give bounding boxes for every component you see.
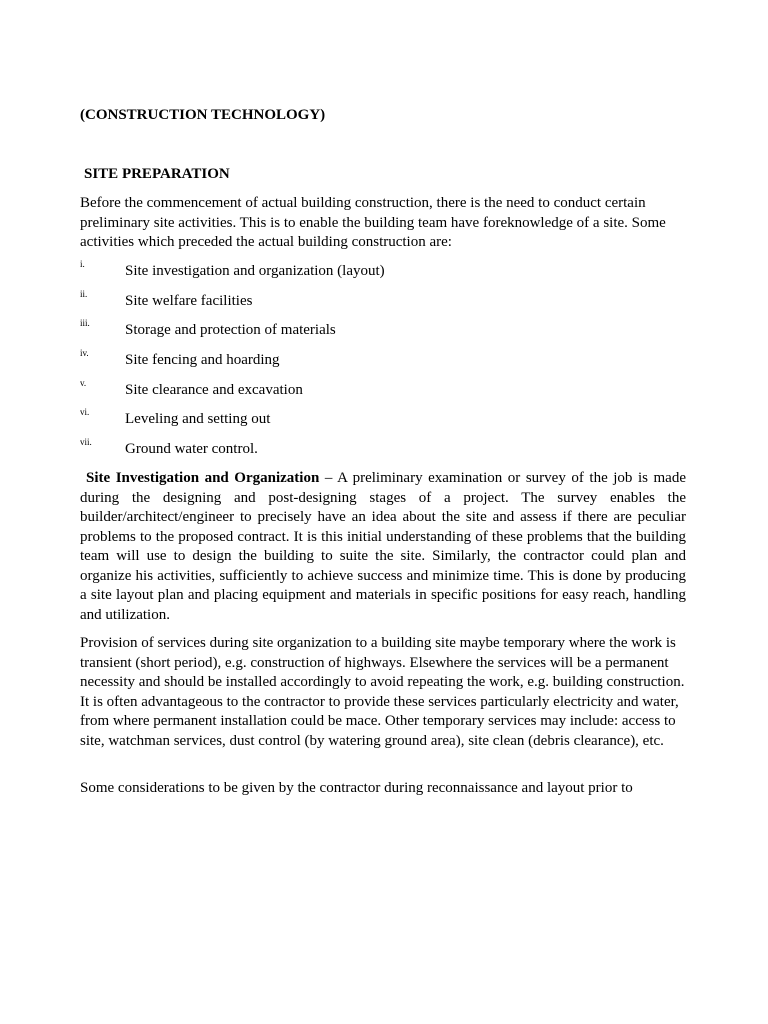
document-title: (CONSTRUCTION TECHNOLOGY) bbox=[80, 107, 326, 123]
list-item-number: vii. bbox=[80, 437, 92, 448]
site-investigation-text: – A preliminary examination or survey of the job is made during the designing and post-designing stages of a project. The survey enables the builder/architect/engineer to precisely have an idea about the site and assess if there are peculiar problems to the proposed contract. It is this initial understanding of these problems that the building team will use to design the building to suite the site. Similarly, the contractor could plan and organize his activities, sufficiently to achieve success and minimize time. This is done by producing a site layout plan and placing equipment and materials in specific positions for easy reach, handling and utilization. bbox=[80, 470, 686, 623]
activities-list bbox=[80, 259, 686, 470]
list-item-text: Site investigation and organization (layout) bbox=[125, 263, 385, 279]
list-item bbox=[80, 437, 686, 470]
list-item-number: ii. bbox=[80, 288, 88, 299]
list-item bbox=[80, 348, 686, 381]
list-item-text: Site welfare facilities bbox=[125, 292, 253, 309]
list-item bbox=[80, 407, 686, 440]
list-item bbox=[80, 318, 686, 351]
list-item-text: Site clearance and excavation bbox=[125, 381, 303, 398]
site-investigation-term: Site Investigation and Organization bbox=[86, 470, 320, 486]
list-item bbox=[80, 377, 686, 411]
list-item bbox=[80, 259, 686, 292]
list-item-number: iii. bbox=[80, 318, 90, 329]
list-item-text: Leveling and setting out bbox=[125, 411, 271, 428]
list-item bbox=[80, 288, 686, 322]
list-item-text: Storage and protection of materials bbox=[125, 322, 336, 339]
list-item-number: iv. bbox=[80, 348, 89, 359]
list-item-text: Ground water control. bbox=[125, 441, 258, 458]
section-heading: SITE PREPARATION bbox=[84, 166, 230, 182]
list-item-number: i. bbox=[80, 259, 85, 269]
services-paragraph: Provision of services during site organization to a building site maybe temporary where the work is transient (short period), e.g. construction of highways. Elsewhere the services will be a permanent necessity and should be installed accordingly to avoid repeating the work, e.g. building construction. It is often advantageous to the contractor to provide these services particularly electricity and water, from where permanent installation could be mace. Other temporary services may include: access to site, watchman services, dust control (by watering ground area), site clean (debris clearance), etc. bbox=[80, 635, 685, 749]
intro-paragraph: Before the commencement of actual building construction, there is the need to conduct certain preliminary site activities. This is to enable the building team have foreknowledge of a site. Some activities which preceded the actual building construction are: bbox=[80, 195, 666, 250]
list-item-number: v. bbox=[80, 377, 87, 388]
list-item-text: Site fencing and hoarding bbox=[125, 352, 280, 369]
site-investigation-paragraph bbox=[80, 469, 686, 625]
considerations-paragraph: Some considerations to be given by the contractor during reconnaissance and layout prior to bbox=[80, 780, 633, 796]
list-item-number: vi. bbox=[80, 407, 90, 418]
